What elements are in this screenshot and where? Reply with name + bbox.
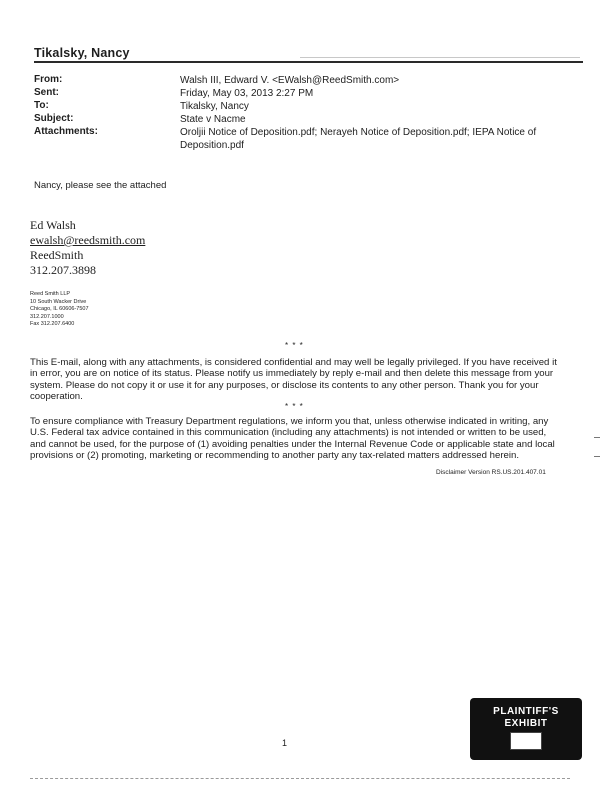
exhibit-sticker-line1: PLAINTIFF'S — [493, 706, 559, 717]
separator-top: * * * — [285, 341, 304, 350]
signature-name: Ed Walsh — [30, 218, 76, 232]
phone-line: 312.207.1000 — [30, 313, 64, 320]
from-label: From: — [34, 74, 63, 85]
scan-artifact-bottom-line — [30, 778, 570, 779]
header-row-attachments — [34, 126, 554, 152]
to-value: Tikalsky, Nancy — [180, 101, 249, 112]
header-row-to — [34, 100, 554, 113]
email-greeting: Nancy, please see the attached — [34, 180, 167, 191]
attachments-label: Attachments: — [34, 126, 98, 137]
signature-phone: 312.207.3898 — [30, 263, 96, 277]
subject-value: State v Nacme — [180, 114, 246, 125]
disclaimer-version: Disclaimer Version RS.US.201.407.01 — [436, 469, 546, 476]
header-row-subject — [34, 113, 554, 126]
header-row-from — [34, 74, 554, 87]
exhibit-sticker — [470, 698, 582, 760]
signature-firm: ReedSmith — [30, 248, 84, 262]
signature-email-link[interactable]: ewalsh@reedsmith.com — [30, 233, 146, 247]
firm-address-block — [30, 291, 89, 329]
confidentiality-notice: This E-mail, along with any attachments, is considered confidential and may well be legally privileged. If you have received it in error, you are on notice of its status. Please notify us immediately by reply e-mail and then delete this message from your system. Please do not copy it or use it for any purposes, or disclose its contents to any other person. Thank you for your cooperation. — [30, 357, 557, 403]
firm-line: Reed Smith LLP — [30, 291, 71, 297]
scan-artifact-tick — [594, 456, 600, 457]
from-value: Walsh III, Edward V. <EWalsh@ReedSmith.com> — [180, 75, 400, 86]
to-label: To: — [34, 100, 49, 111]
printed-by-name: Tikalsky, Nancy — [34, 46, 130, 60]
page-number: 1 — [282, 738, 288, 748]
attachments-value: Oroljii Notice of Deposition.pdf; Nerayeh Notice of Deposition.pdf; IEPA Notice of Deposition.pdf — [180, 127, 537, 151]
sent-value: Friday, May 03, 2013 2:27 PM — [180, 88, 314, 99]
scan-artifact-tick — [594, 437, 600, 438]
fax-line: Fax 312.207.6400 — [30, 321, 75, 328]
title-divider — [34, 61, 583, 63]
header-row-sent — [34, 87, 554, 100]
exhibit-sticker-line2: EXHIBIT — [504, 718, 548, 729]
email-header — [34, 74, 554, 152]
sent-label: Sent: — [34, 87, 59, 98]
separator-bottom: * * * — [285, 402, 304, 411]
subject-label: Subject: — [34, 113, 74, 124]
signature-block — [30, 218, 145, 278]
tax-notice: To ensure compliance with Treasury Department regulations, we inform you that, unless otherwise indicated in writing, any U.S. Federal tax advice contained in this communication (including any attachments) is not intended or written to be used, and cannot be used, for the purpose of (1) avoiding penalties under the Internal Revenue Code or applicable state and local provisions or (2) promoting, marketing or recommending to another party any tax-related matters addressed herein. — [30, 416, 555, 462]
exhibit-number-box — [510, 732, 542, 750]
scan-artifact-line — [300, 57, 580, 58]
city-line: Chicago, IL 60606-7507 — [30, 306, 89, 313]
address-line: 10 South Wacker Drive — [30, 298, 87, 305]
